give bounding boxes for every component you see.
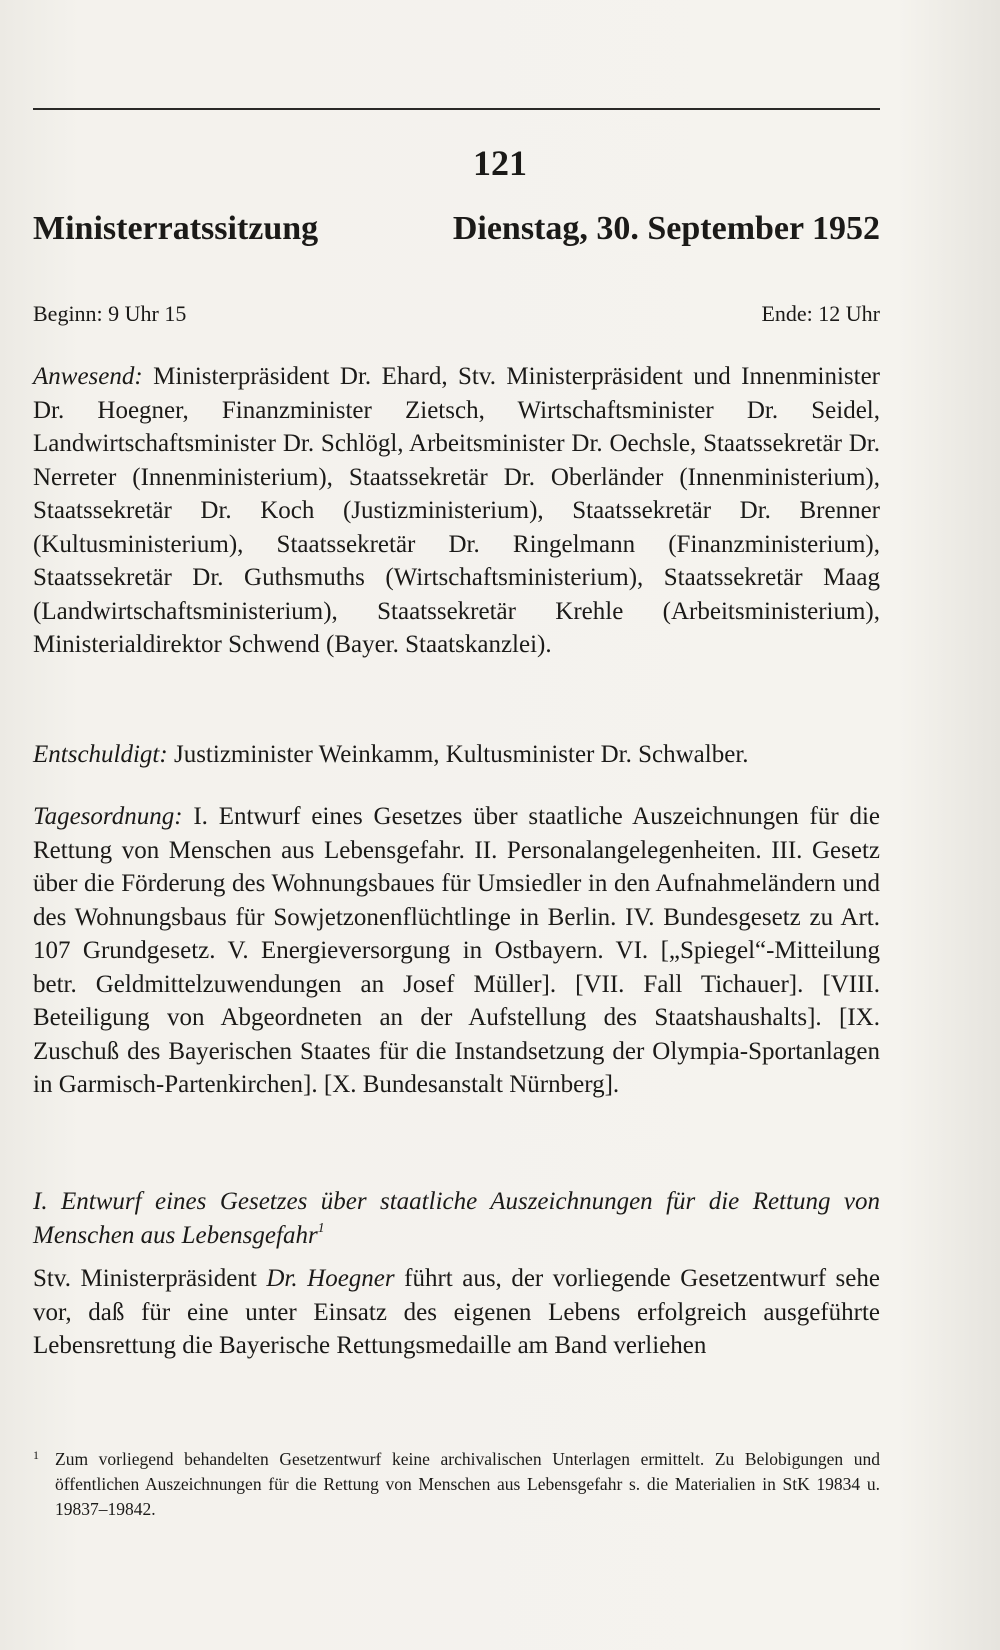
attendance-paragraph (33, 360, 880, 662)
end-time: Ende: 12 Uhr (761, 301, 880, 326)
footnote-text: Zum vorliegend behandelten Gesetzentwurf keine archivalischen Unterlagen ermittelt. Zu Belobigungen und öffentlichen Auszeichnungen für die Rettung von Menschen aus Lebensgefahr s. die Materialien in StK 19834 u. 19837–19842. (55, 1449, 880, 1519)
agenda-label: Tagesordnung: (33, 803, 183, 830)
title-row (33, 210, 880, 248)
footnote (33, 1447, 880, 1522)
attendance-label: Anwesend: (33, 363, 143, 390)
section-heading (33, 1185, 880, 1252)
speaker-name: Dr. Hoegner (266, 1265, 395, 1292)
excused-label: Entschuldigt: (33, 741, 168, 768)
document-title: Ministerratssitzung (33, 210, 319, 247)
section-body-paragraph (33, 1262, 880, 1363)
section-body-prefix: Stv. Ministerpräsident (33, 1265, 267, 1292)
meeting-number: 121 (473, 143, 527, 183)
excused-text: Justizminister Weinkamm, Kultusminister Dr. Schwalber. (167, 741, 749, 768)
section-heading-text: I. Entwurf eines Gesetzes über staatliche Auszeichnungen für die Rettung von Menschen aus Lebensgefahr (33, 1188, 880, 1249)
time-row (33, 301, 880, 327)
attendance-text: Ministerpräsident Dr. Ehard, Stv. Ministerpräsident und Innenminister Dr. Hoegner, Finanzminister Zietsch, Wirtschaftsminister Dr. Seidel, Landwirtschaftsminister Dr. Schlögl, Arbeitsminister Dr. Oechsle, Staatssekretär Dr. Nerreter (Innenministerium), Staatssekretär Dr. Oberländer (Innenministerium), Staatssekretär Dr. Koch (Justizministerium), Staatssekretär Dr. Brenner (Kultusministerium), Staatssekretär Dr. Ringelmann (Finanzministerium), Staatssekretär Dr. Guthsmuths (Wirtschaftsministerium), Staatssekretär Maag (Landwirtschaftsministerium), Staatssekretär Krehle (Arbeitsministerium), Ministerialdirektor Schwend (Bayer. Staatskanzlei). (33, 363, 880, 658)
agenda-text: I. Entwurf eines Gesetzes über staatliche Auszeichnungen für die Rettung von Menschen aus Lebensgefahr. II. Personalangelegenheiten. III. Gesetz über die Förderung des Wohnungsbaues für Umsiedler in den Aufnahmeländern und des Wohnungsbaus für Sowjetzonenflüchtlinge in Berlin. IV. Bundesgesetz zu Art. 107 Grundgesetz. V. Energieversorgung in Ostbayern. VI. [„Spiegel“-Mitteilung betr. Geldmittelzuwendungen an Josef Müller]. [VII. Fall Tichauer]. [VIII. Beteiligung von Abgeordneten an der Aufstellung des Staatshaushalts]. [IX. Zuschuß des Bayerischen Staates für die Instandsetzung der Olympia-Sportanlagen in Garmisch-Partenkirchen]. [X. Bundesanstalt Nürnberg]. (33, 803, 880, 1098)
excused-paragraph (33, 738, 880, 772)
agenda-paragraph (33, 800, 880, 1102)
footnote-reference[interactable]: 1 (317, 1220, 325, 1236)
section-body-text: führt aus, der vorliegende Gesetzentwurf sehe vor, daß für eine unter Einsatz des eigenen Lebens erfolgreich ausgeführte Lebensrettung die Bayerische Rettungsmedaille am Band verliehen (33, 1265, 880, 1359)
meeting-date: Dienstag, 30. September 1952 (452, 210, 880, 247)
footnote-number: 1 (33, 1448, 39, 1462)
header-rule (33, 108, 880, 110)
begin-time: Beginn: 9 Uhr 15 (33, 301, 187, 326)
